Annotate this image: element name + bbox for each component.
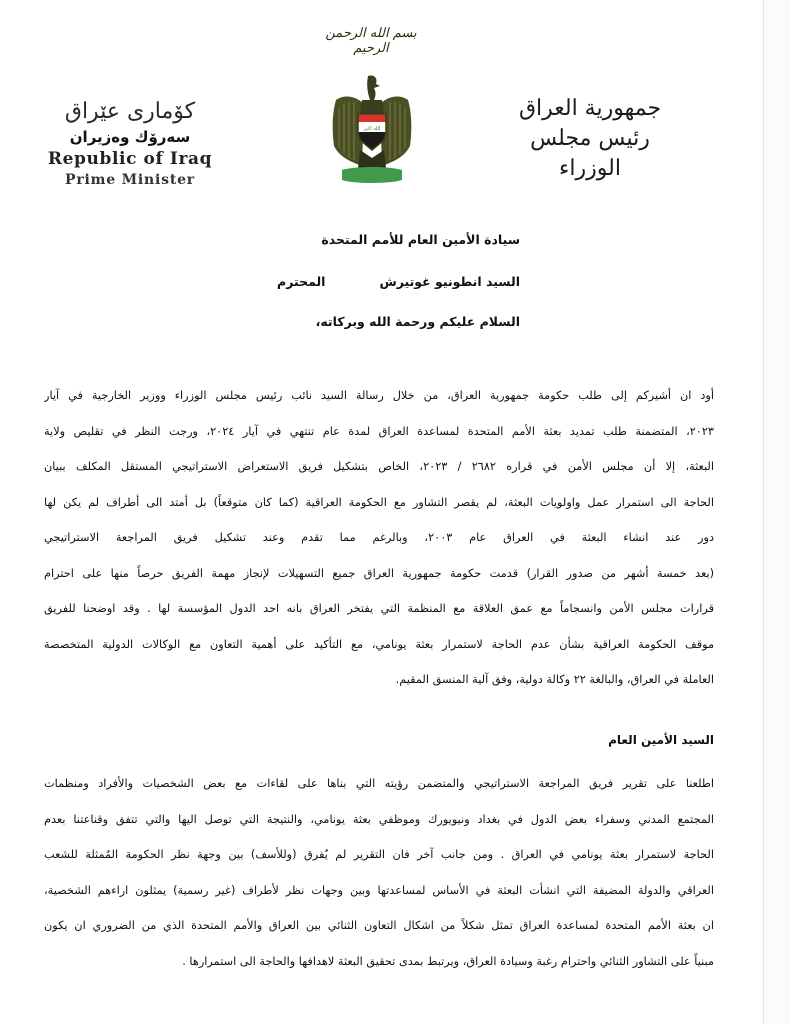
- body-paragraph-1: [44, 378, 714, 698]
- letterhead-republic-arabic: جمهورية العراق: [518, 96, 662, 121]
- section-subheading: السيد الأمين العام: [608, 733, 714, 747]
- paragraph-line: قرارات مجلس الأمن وانسجاماً مع عمق العلاقة مع المنظمة التي يفتخر العراق بانه احد الدول المؤسسة لها . وقد اوضحنا للفريق: [44, 602, 714, 615]
- svg-text:الله اكبر: الله اكبر: [363, 126, 381, 132]
- letterhead-prime-minister-kurdish: سەرۆك وەزیران: [69, 128, 191, 146]
- paragraph-line: ٢٠٢٣، المتضمنة طلب تمديد بعثة الأمم المتحدة لمساعدة العراق لمدة عام تنتهي في آيار ٢٠٢٤، ورجت النظر في تقليص ولاية: [44, 424, 714, 438]
- recipient-name: السيد انطونيو غوتيرش: [379, 274, 520, 289]
- paragraph-line: أود ان أشيركم إلى طلب حكومة جمهورية العراق، من خلال رسالة السيد نائب رئيس مجلس الوزراء ووزير الخارجية في آيار: [44, 389, 714, 402]
- paragraph-line: الحاجة الى استمرار عمل واولويات البعثة، لم يقصر التشاور مع الحكومة العراقية (كما كان متوقعاً) بل أمتد الى أطراف لم يكن لها: [44, 495, 714, 509]
- paragraph-line: (بعد خمسة أشهر من صدور القرار) قدمت حكومة جمهورية العراق جميع التسهيلات لإنجاز مهمة الفريق حرصاً منها على احترام: [44, 566, 714, 580]
- paragraph-line: ان بعثة الأمم المتحدة لمساعدة العراق تمثل شكلاً من اشكال التعاون الثنائي بين العراق والأمم المتحدة الذي من الضروري ان يكون: [44, 919, 714, 932]
- basmala-calligraphy: بسم الله الرحمن الرحيم: [325, 26, 417, 56]
- paragraph-line: الحاجة لاستمرار بعثة يونامي في العراق . ومن جانب آخر فان التقرير لم يُفرق (وللأسف) بين وجهة نظر الحكومة المُمثلة للشعب: [44, 848, 714, 861]
- recipient-name-line: [277, 274, 520, 289]
- paragraph-line: العراقي والدولة المضيفة التي انشأت البعثة في الأساس لمساعدتها وبين وجهات نظر لأطراف (غير رسمية) يمثلون اراءهم الشخصية،: [44, 883, 714, 897]
- letterhead-arabic: [505, 94, 675, 184]
- eagle-head-icon: [367, 75, 380, 100]
- paragraph-line: دور عند انشاء البعثة في العراق عام ٢٠٠٣، وبالرغم مما تقدم وعند تشكيل فريق المراجعة الاستراتيجي: [44, 531, 714, 544]
- paragraph-line: العاملة في العراق، والبالغة ٢٢ وكالة دولية، وفق آلية المنسق المقيم.: [395, 673, 714, 686]
- body-paragraph-2: [44, 766, 714, 979]
- page-margin: [764, 0, 790, 1024]
- emblem-base-scroll: [342, 167, 402, 183]
- paragraph-line: اطلعنا على تقرير فريق المراجعة الاستراتيجي والمتضمن رؤيته التي بناها على لقاءات مع بعض الشخصيات والأفراد ومنظمات: [44, 777, 714, 790]
- paragraph-line: المجتمع المدني وسفراء بعض الدول في بغداد ونيويورك وموظفي بعثة يونامي، والنتيجة التي توصل اليها والتي تتفق وقناعتنا بعدم: [44, 812, 714, 826]
- recipient-honorific: المحترم: [277, 274, 326, 289]
- paragraph-line: البعثة، إلا أن مجلس الأمن في قراره ٢٦٨٢ / ٢٠٢٣، الخاص بتشكيل فريق الاستعراض الاستراتيجي المستقل المكلف ببيان: [44, 460, 714, 473]
- paragraph-line: مبنياً على التشاور الثنائي واحترام رغبة وسيادة العراق، ويرتبط بمدى تحقيق البعثة لاهدافها والحاجة الى استمرارها .: [182, 954, 714, 968]
- recipient-title: سيادة الأمين العام للأمم المتحدة: [321, 232, 520, 247]
- greeting: السلام عليكم ورحمة الله وبركاته،: [315, 314, 520, 329]
- letterhead-prime-minister-arabic: رئيس مجلس الوزراء: [530, 126, 650, 181]
- letterhead-prime-minister-english: Prime Minister: [65, 172, 195, 188]
- paragraph-line: موقف الحكومة العراقية بشأن عدم الحاجة لاستمرار بعثة يونامي، مع التأكيد على أهمية التعاون مع الوكالات الدولية المتخصصة: [44, 637, 714, 651]
- letterhead-kurdish-english: [30, 98, 230, 190]
- letterhead-republic-english: Republic of Iraq: [47, 149, 213, 169]
- letterhead-republic-kurdish: كۆماری عێراق: [64, 99, 196, 124]
- iraq-coat-of-arms-emblem: [330, 74, 414, 186]
